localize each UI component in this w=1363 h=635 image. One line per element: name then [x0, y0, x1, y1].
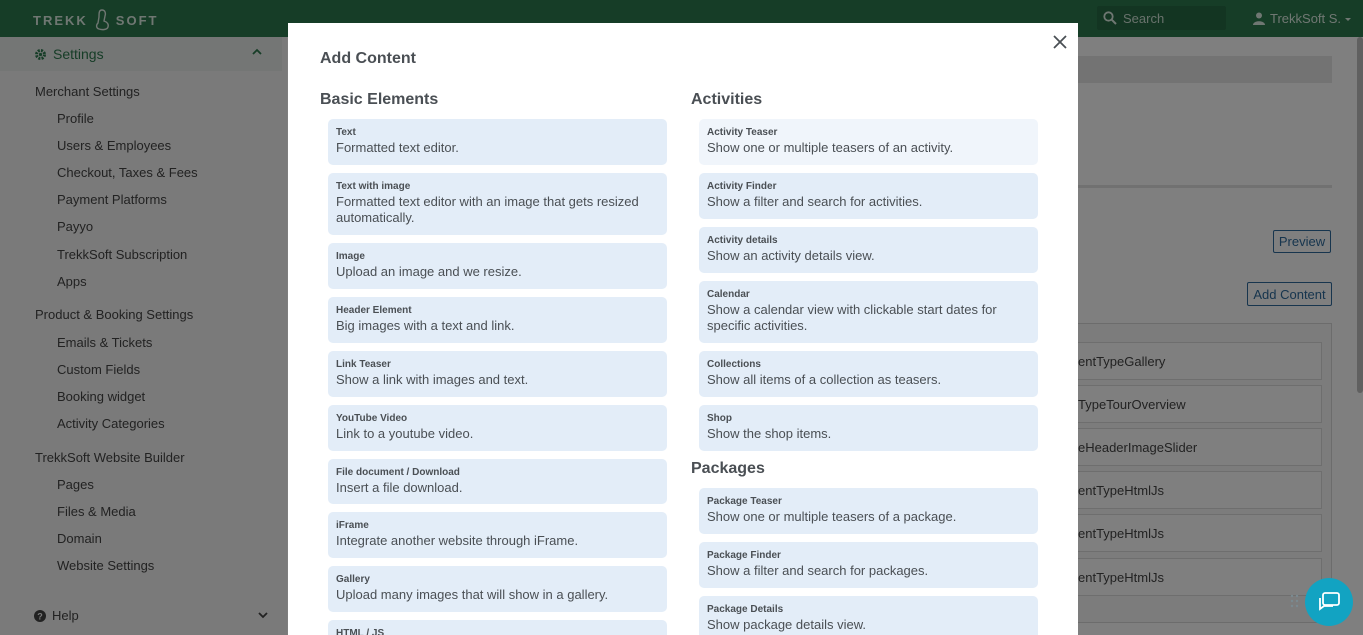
card-title: Collections [707, 359, 761, 370]
card-description: Upload many images that will show in a gallery. [336, 587, 609, 602]
content-option-image[interactable] [328, 243, 667, 289]
content-option-gallery[interactable] [328, 566, 667, 612]
section-title-activities: Activities [691, 91, 763, 108]
content-option-activity-details[interactable] [699, 227, 1038, 273]
card-description: Show the shop items. [707, 426, 832, 441]
card-title: HTML / JS [336, 628, 385, 635]
content-option-html-js[interactable] [328, 620, 667, 635]
content-option-package-teaser[interactable] [699, 488, 1038, 534]
card-title: Activity Finder [707, 181, 777, 192]
drag-grip-icon[interactable] [1290, 594, 1300, 608]
content-option-iframe[interactable] [328, 512, 667, 558]
content-option-package-details[interactable] [699, 596, 1038, 635]
close-icon[interactable] [1051, 33, 1069, 51]
card-title: Header Element [336, 305, 412, 316]
card-title: Text [336, 127, 356, 138]
card-description: Show a filter and search for packages. [707, 563, 929, 578]
section-title-packages: Packages [691, 460, 765, 477]
card-title: Image [336, 251, 365, 262]
card-description: Show an activity details view. [707, 248, 875, 263]
modal-title: Add Content [320, 50, 416, 67]
content-option-activity-finder[interactable] [699, 173, 1038, 219]
chat-widget-button[interactable] [1305, 578, 1353, 626]
card-description: Insert a file download. [336, 480, 463, 495]
card-description: Show a link with images and text. [336, 372, 529, 387]
card-title: Shop [707, 413, 732, 424]
card-description: Integrate another website through iFrame. [336, 533, 579, 548]
card-title: Activity Teaser [707, 127, 778, 138]
content-option-collections[interactable] [699, 351, 1038, 397]
content-option-text-with-image[interactable] [328, 173, 667, 235]
card-title: Activity details [707, 235, 778, 246]
chat-bubble-icon [1317, 591, 1341, 613]
content-option-activity-teaser[interactable] [699, 119, 1038, 165]
card-title: Gallery [336, 574, 370, 585]
section-title-basic-elements: Basic Elements [320, 91, 439, 108]
content-option-link-teaser[interactable] [328, 351, 667, 397]
card-description: Big images with a text and link. [336, 318, 515, 333]
content-option-calendar[interactable] [699, 281, 1038, 343]
content-option-file-download[interactable] [328, 459, 667, 504]
card-description: Show all items of a collection as teasers. [707, 372, 942, 387]
content-option-shop[interactable] [699, 405, 1038, 451]
card-description: Show package details view. [707, 617, 866, 632]
content-option-youtube-video[interactable] [328, 405, 667, 451]
card-title: Package Teaser [707, 496, 782, 507]
content-option-package-finder[interactable] [699, 542, 1038, 588]
content-option-header-element[interactable] [328, 297, 667, 343]
card-title: File document / Download [336, 467, 460, 478]
card-title: Package Finder [707, 550, 781, 561]
card-description: Formatted text editor. [336, 140, 459, 155]
card-description: Formatted text editor with an image that gets resized automatically. [336, 194, 639, 225]
card-description: Show a filter and search for activities. [707, 194, 923, 209]
card-title: Package Details [707, 604, 784, 615]
card-title: iFrame [336, 520, 369, 531]
add-content-modal [288, 23, 1078, 635]
card-description: Show one or multiple teasers of a package. [707, 509, 957, 524]
card-title: YouTube Video [336, 413, 408, 424]
card-title: Calendar [707, 289, 750, 300]
card-description: Show a calendar view with clickable start dates for specific activities. [707, 302, 997, 333]
card-description: Link to a youtube video. [336, 426, 474, 441]
card-title: Link Teaser [336, 359, 391, 370]
card-description: Upload an image and we resize. [336, 264, 522, 279]
content-option-text[interactable] [328, 119, 667, 165]
card-description: Show one or multiple teasers of an activity. [707, 140, 954, 155]
card-title: Text with image [336, 181, 411, 192]
